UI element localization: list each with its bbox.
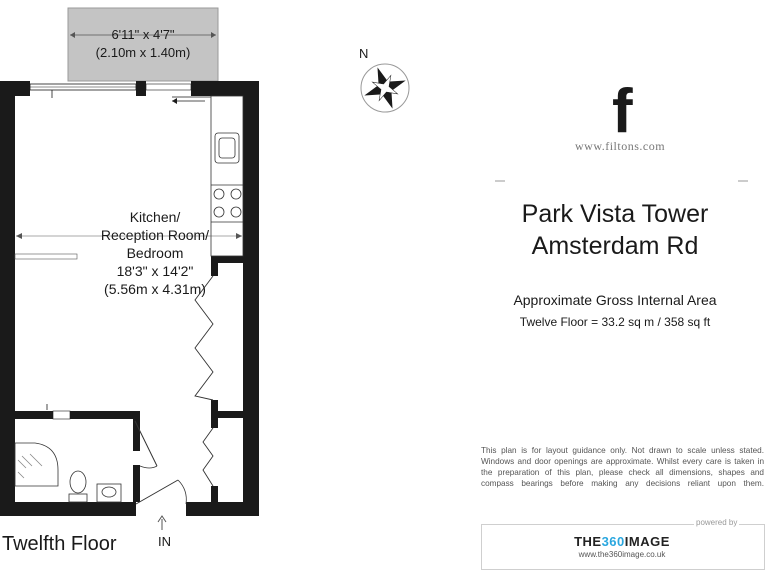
area-line: Twelve Floor = 33.2 sq m / 358 sq ft (519, 315, 711, 329)
powered-by-label: powered by (696, 518, 738, 527)
room-label (60, 208, 250, 298)
room-name-line-1: Kitchen/ (129, 209, 181, 225)
brand-prefix: THE (574, 534, 602, 549)
balcony-size-imperial: 6'11" x 4'7" (111, 27, 175, 42)
north-label: N (359, 46, 369, 61)
area-title: Approximate Gross Internal Area (513, 292, 717, 308)
property-name-line-2: Amsterdam Rd (531, 232, 699, 260)
floor-label: Twelfth Floor (2, 533, 117, 555)
room-name-line-2: Reception Room/ (100, 227, 210, 243)
shower (15, 443, 58, 486)
svg-text:f: f (612, 77, 633, 146)
brand-logo (481, 534, 763, 549)
property-name-line-1: Park Vista Tower (521, 200, 709, 228)
balcony-label (68, 26, 218, 62)
compass-icon (357, 60, 413, 116)
room-size-imperial: 18'3" x 14'2" (116, 263, 194, 279)
entrance-label: IN (158, 534, 171, 549)
room-size-metric: (5.56m x 4.31m) (104, 281, 206, 297)
filtons-logo-icon (612, 77, 633, 146)
toilet (69, 471, 87, 502)
room-name-line-3: Bedroom (126, 245, 184, 261)
brand-suffix: IMAGE (624, 534, 670, 549)
balcony-size-metric: (2.10m x 1.40m) (95, 45, 191, 60)
brand-url: www.the360image.co.uk (578, 550, 666, 559)
disclaimer: This plan is for layout guidance only. Not drawn to scale unless stated. Windows and door openings are approximate. Whilst every care is taken in the preparation of this plan, please check all dimensions, shapes and compass bearings before making any decisions reliant upon them. (481, 446, 764, 488)
brand-accent: 360 (601, 534, 625, 549)
entrance-arrow-icon (158, 516, 166, 530)
agent-url: www.filtons.com (575, 139, 666, 153)
basin (97, 484, 121, 502)
